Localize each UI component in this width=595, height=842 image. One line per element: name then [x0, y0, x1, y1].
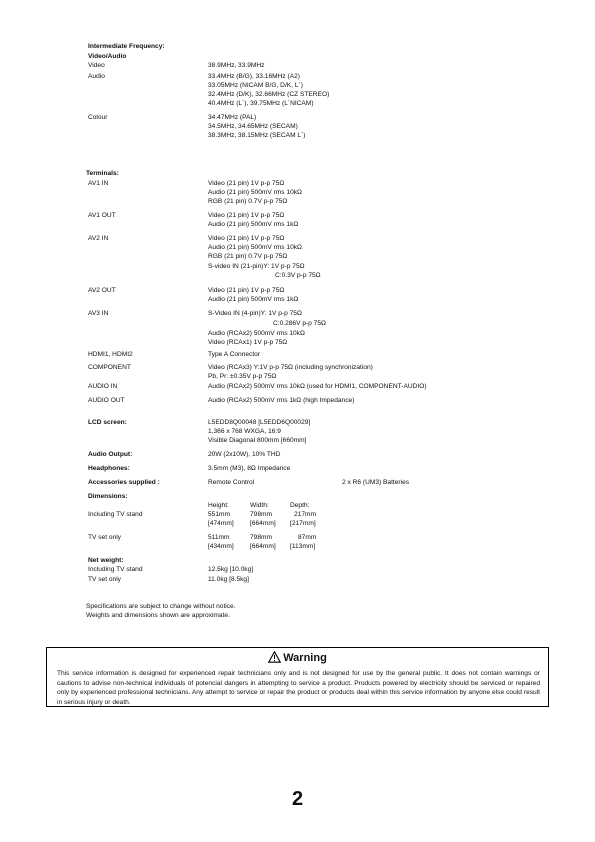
headphones-label: Headphones: [88, 465, 130, 472]
nw-stand-label: Including TV stand [88, 566, 143, 573]
warning-text: This service information is designed for experienced repair technicians only and is not designed for use by the general public. It does not contain warnings or cautions to advise non-technical individuals of potencial dangers in attempting to service a product. Products powered by electricity should be serviced or repaired only by experienced professional technicians. Any attempt to service or repair the product or products deal within this service information by anyone else could result in serious injury or death. [57, 670, 540, 706]
dimensions-label: Dimensions: [88, 493, 128, 500]
dim-col-depth: Depth: [290, 502, 310, 509]
if-audio-label: Audio [88, 73, 105, 80]
audio-in-label: AUDIO IN [88, 383, 118, 390]
av2-out-label: AV2 OUT [88, 287, 116, 294]
dim-col-width: Width: [250, 502, 269, 509]
if-audio-line: 33.4MHz (B/G), 33.16MHz (A2) [208, 73, 300, 80]
if-video-value: 38.9MHz, 33.9MHz [208, 62, 265, 69]
dim-value: [474mm] [208, 520, 234, 527]
dim-stand-label: Including TV stand [88, 511, 143, 518]
av1-in-label: AV1 IN [88, 180, 109, 187]
dim-value: [664mm] [250, 543, 276, 550]
av2-in-line: Audio (21 pin) 500mV rms 10kΩ [208, 244, 302, 251]
dim-value: 798mm [250, 534, 272, 541]
lcd-line: Visible Diagonal 800mm [660mm] [208, 437, 307, 444]
av1-out-line: Audio (21 pin) 500mV rms 1kΩ [208, 221, 299, 228]
av2-in-label: AV2 IN [88, 235, 109, 242]
if-colour-label: Colour [88, 114, 108, 121]
audio-output-label: Audio Output: [88, 451, 133, 458]
if-colour-line: 34.47MHz (PAL) [208, 114, 257, 121]
av1-in-line: RGB (21 pin) 0.7V p-p 75Ω [208, 198, 288, 205]
av2-in-line: S-video IN (21-pin)Y: 1V p-p 75Ω [208, 263, 305, 270]
dim-value: [434mm] [208, 543, 234, 550]
av2-in-line: RGB (21 pin) 0.7V p-p 75Ω [208, 253, 288, 260]
dim-value: 217mm [294, 511, 316, 518]
if-video-label: Video [88, 62, 105, 69]
net-weight-label: Net weight: [88, 557, 124, 564]
audio-out-value: Audio (RCAx2) 500mV rms 1kΩ (high Impedance) [208, 397, 355, 404]
component-label: COMPONENT [88, 364, 131, 371]
av2-in-line: Video (21 pin) 1V p-p 75Ω [208, 235, 285, 242]
dim-value: [113mm] [290, 543, 316, 550]
if-audio-line: 40.4MHz (L´), 39.75MHz (L´NICAM) [208, 100, 314, 107]
av1-out-line: Video (21 pin) 1V p-p 75Ω [208, 212, 285, 219]
nw-set-label: TV set only [88, 576, 121, 583]
av3-in-line: C:0.286V p-p 75Ω [273, 320, 326, 327]
av3-in-line: S-Video IN (4-pin)Y: 1V p-p 75Ω [208, 310, 302, 317]
if-audio-line: 33.05MHz (NICAM B/G, D/K, L´) [208, 82, 303, 89]
accessories-value: 2 x R6 (UM3) Batteries [342, 479, 410, 486]
component-line: Video (RCAx3) Y:1V p-p 75Ω (including synchronization) [208, 364, 373, 371]
lcd-line: 1,366 x 768 WXGA, 16:9 [208, 428, 281, 435]
audio-in-value: Audio (RCAx2) 500mV rms 10kΩ (used for HDMI1, COMPONENT-AUDIO) [208, 383, 427, 390]
hdmi-label: HDMI1, HDMI2 [88, 351, 133, 358]
if-heading: Intermediate Frequency: [88, 43, 165, 50]
if-colour-line: 34.5MHz, 34.65MHz (SECAM) [208, 123, 298, 130]
headphones-value: 3.5mm (M3), 8Ω Impedance [208, 465, 291, 472]
warning-title: Warning [283, 652, 327, 664]
nw-set-value: 11.0kg [8.5kg] [208, 576, 249, 583]
audio-out-label: AUDIO OUT [88, 397, 125, 404]
warning-heading [47, 651, 548, 665]
av2-out-line: Audio (21 pin) 500mV rms 1kΩ [208, 296, 299, 303]
av1-out-label: AV1 OUT [88, 212, 116, 219]
note-line: Weights and dimensions shown are approximate. [86, 612, 230, 619]
if-subheading: Video/Audio [88, 53, 127, 60]
av3-in-label: AV3 IN [88, 310, 109, 317]
av2-out-line: Video (21 pin) 1V p-p 75Ω [208, 287, 285, 294]
dim-value: 798mm [250, 511, 272, 518]
page-number: 2 [291, 788, 304, 810]
if-colour-line: 38.3MHz, 38.15MHz (SECAM L´) [208, 132, 306, 139]
warning-triangle-icon [268, 651, 281, 663]
dim-value: [217mm] [290, 520, 316, 527]
dim-set-label: TV set only [88, 534, 121, 541]
warning-box [46, 647, 549, 707]
lcd-line: L5EDD8Q00048 [L5EDD6Q00029] [208, 419, 311, 426]
note-line: Specifications are subject to change without notice. [86, 603, 236, 610]
av1-in-line: Video (21 pin) 1V p-p 75Ω [208, 180, 285, 187]
dim-value: 551mm [208, 511, 230, 518]
av1-in-line: Audio (21 pin) 500mV rms 10kΩ [208, 189, 302, 196]
av3-in-line: Video (RCAx1) 1V p-p 75Ω [208, 339, 288, 346]
dim-value: [664mm] [250, 520, 276, 527]
dim-value: 87mm [298, 534, 317, 541]
dim-col-height: Height: [208, 502, 229, 509]
accessories-label: Accessories supplied : [88, 479, 160, 486]
audio-output-value: 20W (2x10W), 10% THD [208, 451, 281, 458]
av3-in-line: Audio (RCAx2) 500mV rms 10kΩ [208, 330, 305, 337]
terminals-heading: Terminals: [86, 170, 119, 177]
hdmi-value: Type A Connector [208, 351, 261, 358]
accessories-value: Remote Control [208, 479, 255, 486]
if-audio-line: 32.4MHz (D/K), 32.66MHz (CZ STEREO) [208, 91, 330, 98]
nw-stand-value: 12.5kg [10.0kg] [208, 566, 254, 573]
component-line: Pb, Pr: ±0.35V p-p 75Ω [208, 373, 277, 380]
dim-value: 511mm [208, 534, 230, 541]
lcd-label: LCD screen: [88, 419, 127, 426]
av2-in-line: C:0.3V p-p 75Ω [275, 272, 321, 279]
